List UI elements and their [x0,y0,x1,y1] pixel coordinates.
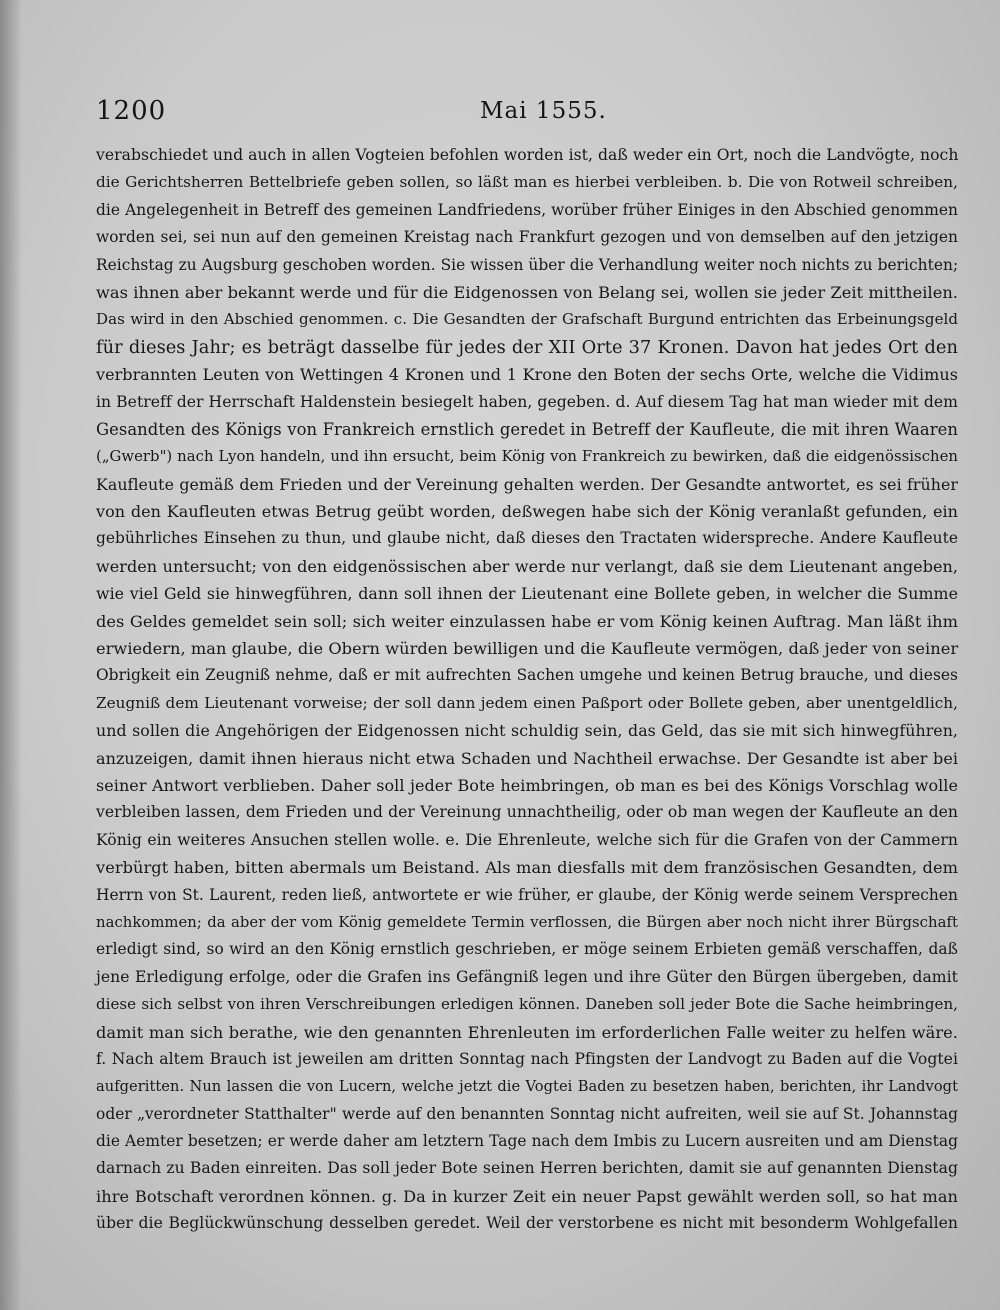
text-line: die Aemter besetzen; er werde daher am letztern Tage nach dem Imbis zu Lucern ausreiten und am Dienstag [96,1132,958,1151]
text-line: werden untersucht; von den eidgenössischen aber werde nur verlangt, daß sie dem Lieutenant angeben, [96,556,958,576]
text-line: von den Kaufleuten etwas Betrug geübt worden, deßwegen habe sich der König veranlaßt gefunden, ein [96,502,958,522]
text-line: aufgeritten. Nun lassen die von Lucern, welche jetzt die Vogtei Baden zu besetzen haben, berichten, ihr Landvogt [96,1078,958,1096]
text-line: f. Nach altem Brauch ist jeweilen am dritten Sonntag nach Pfingsten der Landvogt zu Baden auf die Vogtei [96,1049,958,1068]
text-line: Gesandten des Königs von Frankreich ernstlich geredet in Betreff der Kaufleute, die mit ihren Waaren [96,419,958,439]
text-line: verbürgt haben, bitten abermals um Beistand. Als man diesfalls mit dem französischen Gesandten, dem [96,858,958,878]
text-line: nachkommen; da aber der vom König gemeldete Termin verflossen, die Bürgen aber noch nicht ihrer Bürgschaft [96,913,958,931]
text-line: erledigt sind, so wird an den König ernstlich geschrieben, er möge seinem Erbieten gemäß verschaffen, daß [96,940,958,959]
text-line: Das wird in den Abschied genommen. c. Die Gesandten der Grafschaft Burgund entrichten das Erbeinungsgeld [96,310,958,329]
text-line: über die Beglückwünschung desselben geredet. Weil der verstorbene es nicht mit besonderm Wohlgefallen [96,1214,958,1233]
text-line: darnach zu Baden einreiten. Das soll jeder Bote seinen Herren berichten, damit sie auf genannten Dienstag [96,1159,958,1178]
text-line: des Geldes gemeldet sein soll; sich weiter einzulassen habe er vom König keinen Auftrag. Man läßt ihm [96,611,958,631]
text-line: verbleiben lassen, dem Frieden und der Vereinung unnachtheilig, oder ob man wegen der Kaufleute an den [96,803,958,822]
text-line: damit man sich berathe, wie den genannten Ehrenleuten im erforderlichen Falle weiter zu helfen wäre. [96,1022,958,1042]
text-line: ihre Botschaft verordnen können. g. Da in kurzer Zeit ein neuer Papst gewählt werden soll, so hat man [96,1186,958,1206]
text-line: in Betreff der Herrschaft Haldenstein besiegelt haben, gegeben. d. Auf diesem Tag hat man wieder mit dem [96,392,958,411]
text-line: verbrannten Leuten von Wettingen 4 Kronen und 1 Krone den Boten der sechs Orte, welche die Vidimus [96,365,958,385]
text-line: seiner Antwort verblieben. Daher soll jeder Bote heimbringen, ob man es bei des Königs Vorschlag wolle [96,775,958,795]
text-line: Obrigkeit ein Zeugniß nehme, daß er mit aufrechten Sachen umgehe und keinen Betrug brauche, und dieses [96,666,958,685]
text-line: für dieses Jahr; es beträgt dasselbe für jedes der XII Orte 37 Kronen. Davon hat jedes Ort den [96,336,958,358]
text-line: wie viel Geld sie hinwegführen, dann soll ihnen der Lieutenant eine Bollete geben, in welcher die Summe [96,584,958,604]
text-line: und sollen die Angehörigen der Eidgenossen nicht schuldig sein, das Geld, das sie mit sich hinwegführen, [96,721,958,741]
text-line: König ein weiteres Ansuchen stellen wolle. e. Die Ehrenleute, welche sich für die Grafen von der Cammern [96,830,958,849]
text-line: Zeugniß dem Lieutenant vorweise; der soll dann jedem einen Paßport oder Bollete geben, aber unentgeldlich, [96,693,958,712]
page-number: 1200 [96,96,167,126]
text-line: die Angelegenheit in Betreff des gemeinen Landfriedens, worüber früher Einiges in den Abschied genommen [96,200,958,219]
text-line: verabschiedet und auch in allen Vogteien befohlen worden ist, daß weder ein Ort, noch die Landvögte, noch [96,146,959,164]
text-line: jene Erledigung erfolge, oder die Grafen ins Gefängniß legen und ihre Güter den Bürgen übergeben, damit [96,967,958,986]
page-header [96,96,940,132]
text-line: oder „verordneter Statthalter" werde auf den benannten Sonntag nicht aufreiten, weil sie auf St. Johannstag [96,1104,958,1123]
text-line: erwiedern, man glaube, die Obern würden bewilligen und die Kaufleute vermögen, daß jeder von seiner [96,639,959,659]
text-line: Reichstag zu Augsburg geschoben worden. Sie wissen über die Verhandlung weiter noch nichts zu berichten; [96,255,959,274]
text-line: gebührliches Einsehen zu thun, und glaube nicht, daß dieses den Tractaten widerspreche. Andere Kaufleute [96,529,958,548]
text-line: anzuzeigen, damit ihnen hieraus nicht etwa Schaden und Nachtheil erwachse. Der Gesandte ist aber bei [96,748,958,768]
text-line: („Gwerb") nach Lyon handeln, und ihn ersucht, beim König von Frankreich zu bewirken, daß die eidgenössischen [96,448,958,466]
text-line: Herrn von St. Laurent, reden ließ, antwortete er wie früher, er glaube, der König werde seinem Versprechen [96,885,958,904]
text-line: Kaufleute gemäß dem Frieden und der Vereinung gehalten werden. Der Gesandte antwortet, es sei früher [96,474,958,494]
text-line: die Gerichtsherren Bettelbriefe geben sollen, so läßt man es hierbei verbleiben. b. Die von Rotweil schreiben, [96,173,958,192]
text-line: diese sich selbst von ihren Verschreibungen erledigen können. Daneben soll jeder Bote die Sache heimbringen, [96,995,958,1014]
running-title: Mai 1555. [480,98,607,124]
body-text [96,142,958,1238]
page-edge-shadow [0,0,22,1310]
text-line: worden sei, sei nun auf den gemeinen Kreistag nach Frankfurt gezogen und von demselben auf den jetzigen [96,228,958,247]
text-line: was ihnen aber bekannt werde und für die Eidgenossen von Belang sei, wollen sie jeder Zeit mittheilen. [96,282,958,302]
